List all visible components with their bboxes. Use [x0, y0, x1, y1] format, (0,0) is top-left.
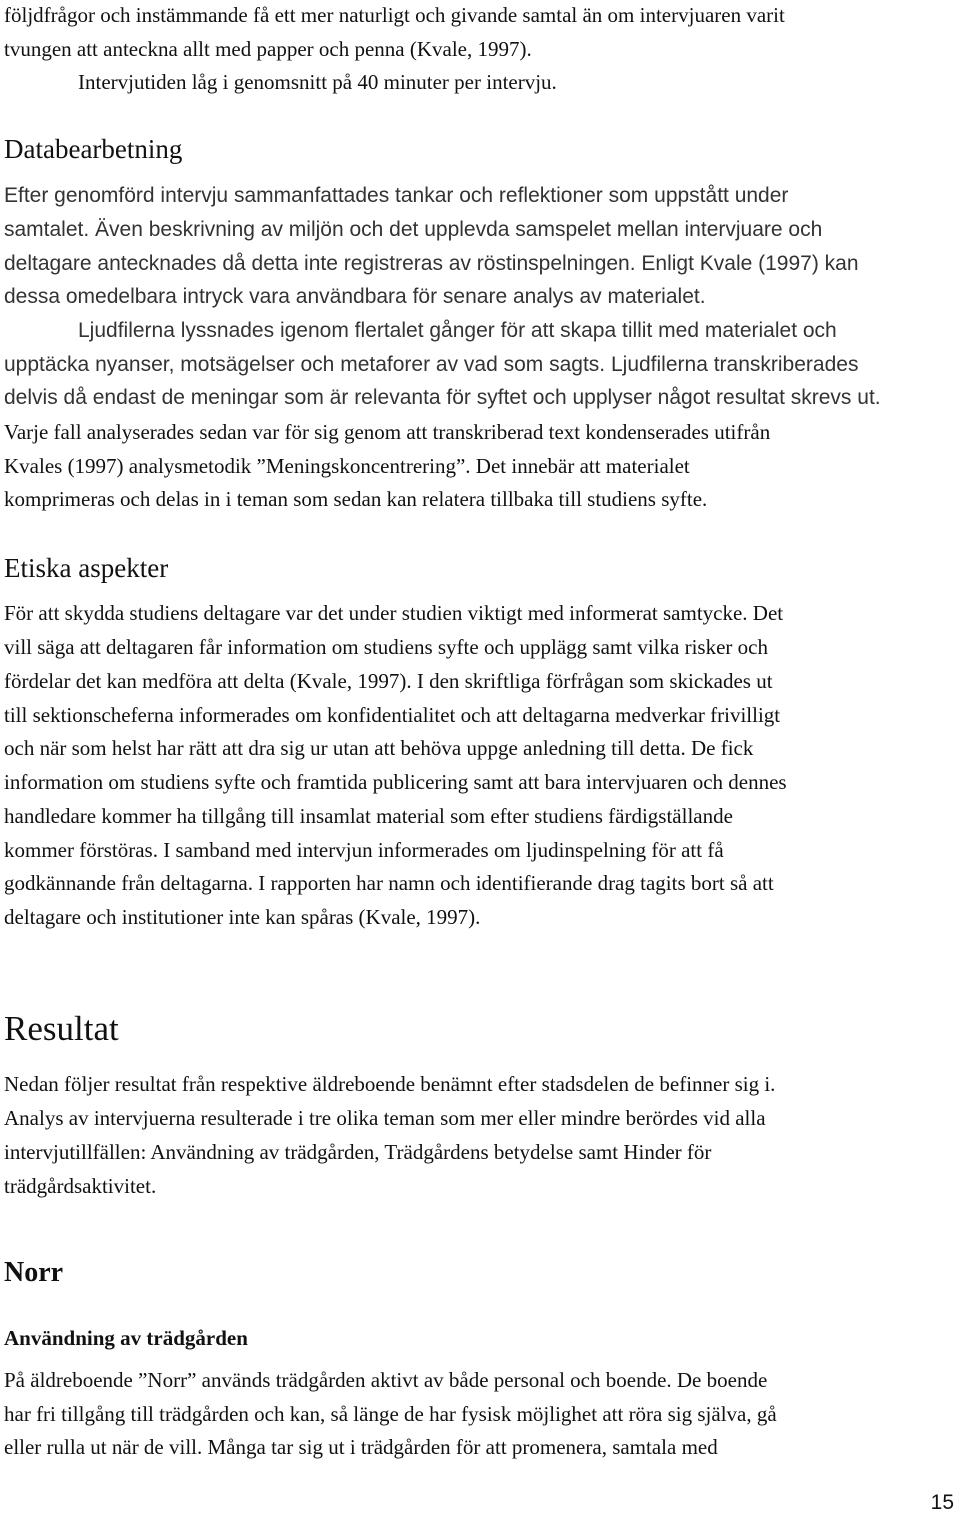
body-line: Ljudfilerna lyssnades igenom flertalet gånger för att skapa tillit med materialet och	[78, 319, 837, 342]
page-number: 15	[930, 1491, 954, 1514]
body-line: följdfrågor och instämmande få ett mer naturligt och givande samtal än om intervjuaren varit	[4, 3, 785, 27]
body-line: Nedan följer resultat från respektive äldreboende benämnt efter stadsdelen de befinner sig i.	[4, 1072, 776, 1096]
body-line: deltagare och institutioner inte kan spåras (Kvale, 1997).	[4, 905, 481, 929]
section-heading-norr: Norr	[4, 1257, 64, 1288]
body-line: På äldreboende ”Norr” används trädgården aktivt av både personal och boende. De boende	[4, 1368, 768, 1392]
body-line: vill säga att deltagaren får information om studiens syfte och upplägg samt vilka risker och	[4, 635, 768, 659]
body-line: har fri tillgång till trädgården och kan, så länge de har fysisk möjlighet att röra sig själva, gå	[4, 1402, 777, 1426]
body-line: upptäcka nyanser, motsägelser och metaforer av vad som sagts. Ljudfilerna transkriberades	[4, 353, 859, 376]
body-line: samtalet. Även beskrivning av miljön och det upplevda samspelet mellan intervjuare och	[4, 218, 823, 241]
body-line: delvis då endast de meningar som är relevanta för syftet och upplyser något resultat skrevs ut.	[4, 386, 881, 409]
body-line: dessa omedelbara intryck vara användbara för senare analys av materialet.	[4, 285, 706, 308]
body-line: information om studiens syfte och framtida publicering samt att bara intervjuaren och dennes	[4, 770, 787, 794]
body-line: Analys av intervjuerna resulterade i tre olika teman som mer eller mindre berördes vid alla	[4, 1106, 766, 1130]
chapter-heading-resultat: Resultat	[4, 1009, 119, 1048]
body-line: deltagare antecknades då detta inte registreras av röstinspelningen. Enligt Kvale (1997) kan	[4, 252, 859, 275]
body-line: godkännande från deltagarna. I rapporten har namn och identifierande drag tagits bort så att	[4, 871, 774, 895]
body-line: handledare kommer ha tillgång till insamlat material som efter studiens färdigställande	[4, 804, 733, 828]
body-line: och när som helst har rätt att dra sig ur utan att behöva uppge anledning till detta. De fick	[4, 736, 754, 760]
body-line: Varje fall analyserades sedan var för sig genom att transkriberad text kondenserades utifrån	[4, 420, 771, 444]
body-line: tvungen att anteckna allt med papper och penna (Kvale, 1997).	[4, 37, 532, 61]
body-line: trädgårdsaktivitet.	[4, 1174, 157, 1198]
body-line: komprimeras och delas in i teman som sedan kan relatera tillbaka till studiens syfte.	[4, 487, 708, 511]
body-line: kommer förstöras. I samband med intervjun informerades om ljudinspelning för att få	[4, 838, 724, 862]
section-heading-databearbetning: Databearbetning	[4, 134, 183, 164]
body-line: eller rulla ut när de vill. Många tar sig ut i trädgården för att promenera, samtala med	[4, 1435, 718, 1459]
body-line: Intervjutiden låg i genomsnitt på 40 minuter per intervju.	[78, 70, 557, 94]
body-line: Kvales (1997) analysmetodik ”Meningskoncentrering”. Det innebär att materialet	[4, 454, 690, 478]
body-line: fördelar det kan medföra att delta (Kvale, 1997). I den skriftliga förfrågan som skickades ut	[4, 669, 773, 693]
body-line: till sektionscheferna informerades om konfidentialitet och att deltagarna medverkar frivilligt	[4, 703, 781, 727]
body-line: Efter genomförd intervju sammanfattades tankar och reflektioner som uppstått under	[4, 184, 789, 207]
section-heading-etiska-aspekter: Etiska aspekter	[4, 553, 169, 583]
body-line: intervjutillfällen: Användning av trädgården, Trädgårdens betydelse samt Hinder för	[4, 1140, 712, 1164]
subsection-heading: Användning av trädgården	[4, 1326, 248, 1350]
body-line: För att skydda studiens deltagare var det under studien viktigt med informerat samtycke. Det	[4, 601, 784, 625]
